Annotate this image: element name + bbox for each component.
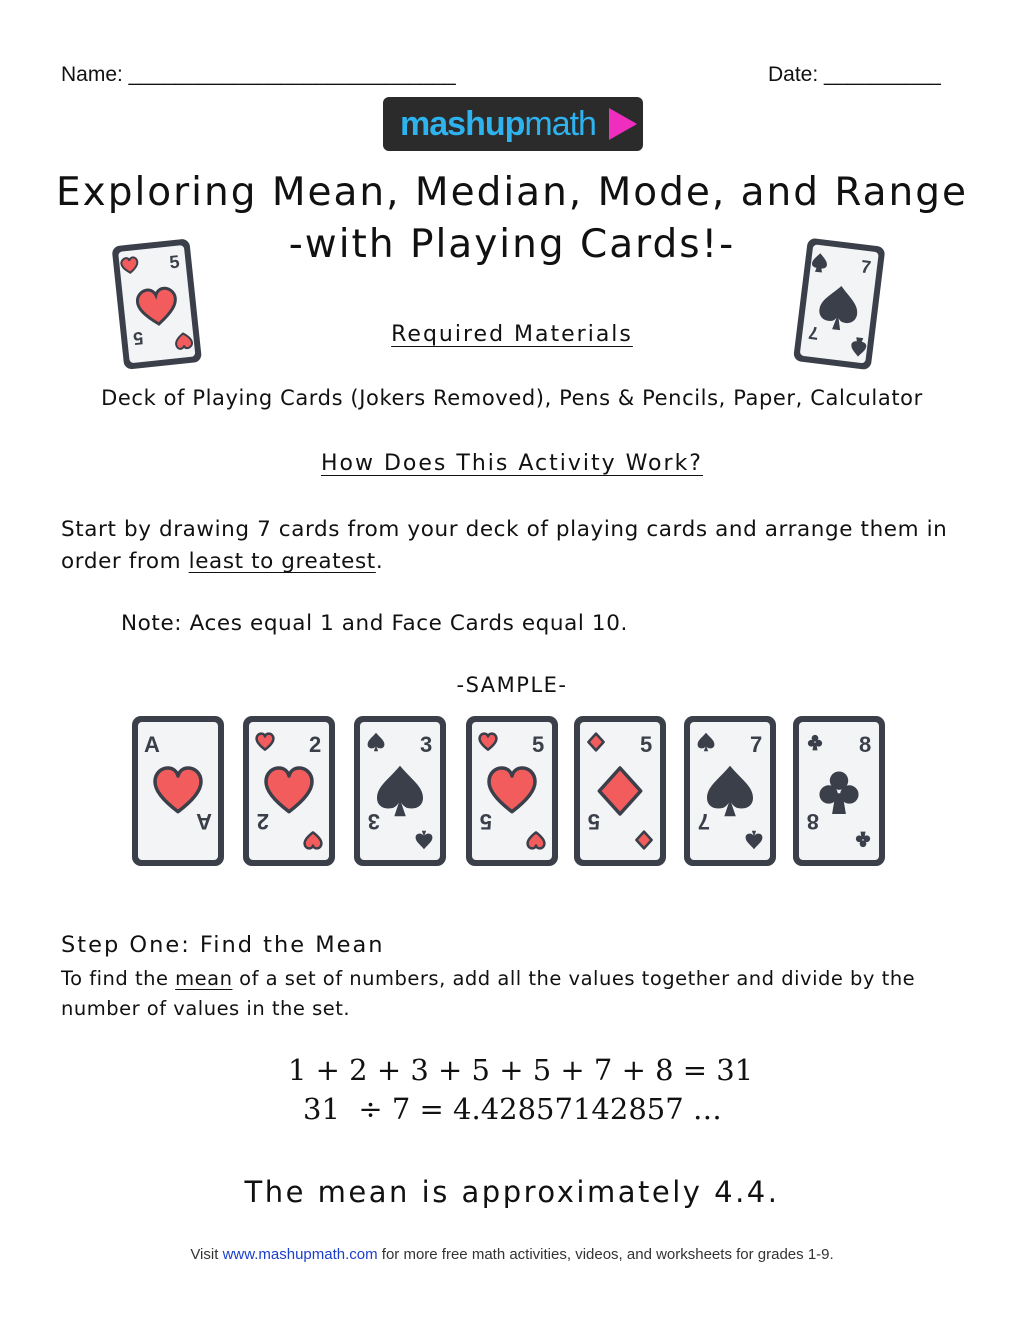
- footer: Visit www.mashupmath.com for more free math activities, videos, and worksheets for grades 1-9.: [190, 1246, 834, 1263]
- card-rank-inverted: 3: [367, 809, 380, 834]
- page-title-line1: Exploring Mean, Median, Mode, and Range: [55, 170, 969, 215]
- card-rank: 5: [168, 251, 181, 273]
- step1-paragraph: To find the mean of a set of numbers, add all the values together and divide by the number of values in the set.: [61, 967, 916, 1020]
- playing-card: [132, 716, 224, 866]
- step1-heading: Step One: Find the Mean: [61, 932, 385, 958]
- card-rank: 7: [750, 732, 763, 757]
- playing-card: [684, 716, 776, 866]
- card-rank-inverted: 5: [479, 809, 492, 834]
- footer-link[interactable]: www.mashupmath.com: [222, 1246, 378, 1263]
- decorative-card-left: [104, 236, 212, 376]
- svg-text:7: 7: [807, 322, 820, 344]
- mean-result: The mean is approximately 4.4.: [244, 1175, 780, 1209]
- sample-cards: [0, 712, 1024, 872]
- materials-heading: Required Materials: [391, 322, 633, 347]
- logo-text-mashup: mashup: [400, 104, 525, 143]
- playing-card: [354, 716, 446, 866]
- card-rank-inverted: 7: [697, 809, 710, 834]
- division-equation: 31 ÷ 7 = 4.42857142857 …: [303, 1092, 722, 1126]
- card-rank: 5: [532, 732, 545, 757]
- card-rank: 3: [420, 732, 433, 757]
- sample-label: -SAMPLE-: [456, 673, 568, 697]
- card-rank-inverted: A: [196, 809, 212, 834]
- card-rank-inverted: 5: [587, 809, 600, 834]
- svg-text:5: 5: [132, 327, 145, 349]
- page-title-line2: -with Playing Cards!-: [288, 222, 736, 267]
- play-arrow-icon: [609, 108, 637, 140]
- playing-card: [574, 716, 666, 866]
- playing-card: [243, 716, 335, 866]
- card-rank-inverted: 2: [256, 809, 269, 834]
- card-rank: 8: [859, 732, 872, 757]
- name-field: Name: ____________________________: [61, 63, 456, 86]
- card-rank: 7: [859, 256, 873, 278]
- card-rank-inverted: 8: [806, 809, 819, 834]
- sum-equation: 1 + 2 + 3 + 5 + 5 + 7 + 8 = 31: [288, 1053, 754, 1087]
- card-rank: 5: [640, 732, 653, 757]
- date-field: Date: __________: [768, 63, 941, 86]
- card-rank: A: [144, 732, 160, 757]
- playing-card: [793, 716, 885, 866]
- playing-card: [466, 716, 558, 866]
- least-to-greatest-term: least to greatest: [188, 549, 376, 574]
- how-paragraph: Start by drawing 7 cards from your deck of playing cards and arrange them in order from least to greatest.: [61, 517, 948, 574]
- mean-term: mean: [175, 967, 233, 990]
- materials-text: Deck of Playing Cards (Jokers Removed), Pens & Pencils, Paper, Calculator: [101, 386, 923, 410]
- decorative-card-right: [786, 236, 894, 376]
- logo-text-math: math: [524, 104, 596, 143]
- card-rank: 2: [309, 732, 322, 757]
- aces-note: Note: Aces equal 1 and Face Cards equal 10.: [121, 611, 628, 636]
- how-heading: How Does This Activity Work?: [321, 451, 703, 476]
- mashupmath-logo: [383, 97, 643, 151]
